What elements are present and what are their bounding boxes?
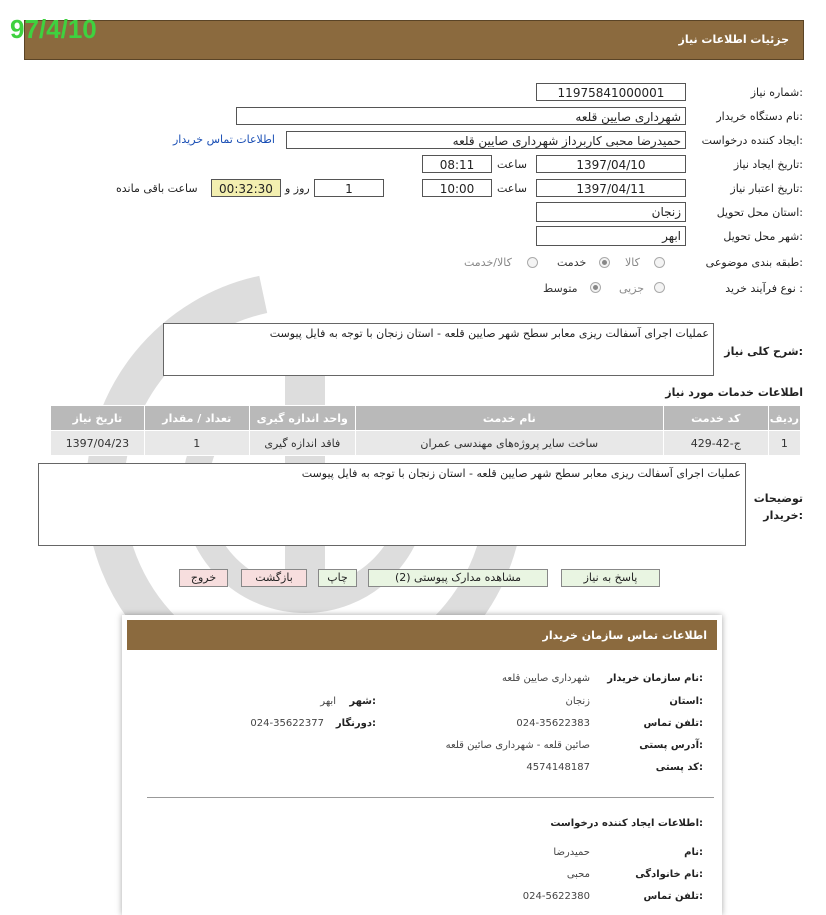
valid-date-label: تاریخ اعتبار نیاز: (730, 182, 803, 195)
phone-value: 024-35622383 (516, 718, 590, 729)
reply-button[interactable]: پاسخ به نیاز (561, 569, 660, 587)
phone-label: تلفن تماس: (643, 718, 703, 729)
cell-service-name: ساخت سایر پروژه‌های مهندسی عمران (355, 431, 663, 456)
fax-label: دورنگار: (335, 718, 376, 729)
days-and-label: روز و (285, 182, 310, 195)
view-documents-button[interactable]: مشاهده مدارک پیوستی (2) (368, 569, 548, 587)
back-button[interactable]: بازگشت (241, 569, 307, 587)
first-name-label: نام: (684, 847, 703, 858)
exit-button[interactable]: خروج (179, 569, 228, 587)
col-header-unit: واحد اندازه گیری (249, 406, 355, 431)
process-minor-radio[interactable] (654, 282, 665, 293)
creator-field: حمیدرضا محبی کاربرداز شهرداری صایین قلعه (286, 131, 686, 149)
buyer-notes-textarea[interactable]: عملیات اجرای آسفالت ریزی معابر سطح شهر صایین قلعه - استان زنجان با توجه به فایل پیوست (38, 463, 746, 546)
province-card-value: زنجان (565, 696, 590, 707)
print-button[interactable]: چاپ (318, 569, 357, 587)
col-header-qty: تعداد / مقدار (144, 406, 249, 431)
fax-value: 024-35622377 (250, 718, 324, 729)
card-divider (147, 797, 714, 798)
province-card-label: استان: (669, 696, 703, 707)
province-field: زنجان (536, 202, 686, 222)
first-name-value: حمیدرضا (553, 847, 590, 858)
description-label: شرح کلی نیاز: (724, 345, 803, 358)
process-medium-label: متوسط (543, 282, 578, 295)
col-header-code: کد خدمت (663, 406, 768, 431)
category-both-radio[interactable] (527, 257, 538, 268)
category-goods-label: کالا (625, 256, 640, 269)
create-time-field: 08:11 (422, 155, 492, 173)
last-name-label: نام خانوادگی: (635, 869, 703, 880)
category-service-label: خدمت (557, 256, 587, 269)
city-card-label: شهر: (349, 696, 376, 707)
need-number-field: 11975841000001 (536, 83, 686, 101)
contact-card-title: اطلاعات تماس سازمان خریدار (542, 629, 707, 642)
days-field: 1 (314, 179, 384, 197)
org-value: شهرداری صایین قلعه (502, 673, 590, 684)
col-header-name: نام خدمت (355, 406, 663, 431)
postal-value: 4574148187 (526, 762, 590, 773)
postal-label: کد پستی: (655, 762, 703, 773)
creator-label: ایجاد کننده درخواست: (701, 134, 803, 147)
category-goods-radio[interactable] (654, 257, 665, 268)
org-label: نام سازمان خریدار: (607, 673, 703, 684)
need-number-label: شماره نیاز: (750, 86, 803, 99)
buyer-contact-link[interactable]: اطلاعات تماس خریدار (173, 133, 275, 146)
date-badge: 97/4/10 (10, 14, 97, 44)
contact-card-header (127, 620, 717, 650)
page-header (24, 20, 804, 60)
description-textarea[interactable]: عملیات اجرای آسفالت ریزی معابر سطح شهر صایین قلعه - استان زنجان با توجه به فایل پیوست (163, 323, 714, 376)
valid-time-field: 10:00 (422, 179, 492, 197)
page-title: جزئیات اطلاعات نیاز (678, 33, 789, 46)
creator-phone-value: 024-5622380 (522, 891, 590, 902)
create-date-label: تاریخ ایجاد نیاز: (733, 158, 803, 171)
creator-section-title: اطلاعات ایجاد کننده درخواست: (550, 818, 703, 829)
cell-need-date: 1397/04/23 (51, 431, 145, 456)
address-value: صائین قلعه - شهرداری صائین قلعه (445, 740, 590, 751)
creator-phone-label: تلفن تماس: (643, 891, 703, 902)
process-medium-radio[interactable] (590, 282, 601, 293)
category-service-radio[interactable] (599, 257, 610, 268)
cell-row-number: 1 (768, 431, 800, 456)
col-header-date: تاریخ نیاز (51, 406, 145, 431)
table-row (51, 431, 801, 456)
city-field: ابهر (536, 226, 686, 246)
buyer-notes-label: توضیحات خریدار: (753, 492, 803, 522)
buyer-org-field: شهرداری صایین قلعه (236, 107, 686, 125)
remaining-label: ساعت باقی مانده (116, 182, 198, 195)
valid-date-field: 1397/04/11 (536, 179, 686, 197)
process-minor-label: جزیی (619, 282, 645, 295)
contact-card (122, 615, 722, 915)
address-label: آدرس پستی: (639, 740, 703, 751)
cell-quantity: 1 (144, 431, 249, 456)
process-label: نوع فرآیند خرید : (725, 282, 803, 295)
create-date-field: 1397/04/10 (536, 155, 686, 173)
buyer-org-label: نام دستگاه خریدار: (716, 110, 803, 123)
valid-time-label: ساعت (497, 182, 527, 195)
city-card-value: ابهر (320, 696, 336, 707)
province-label: استان محل تحویل: (716, 206, 803, 219)
city-label: شهر محل تحویل: (723, 230, 803, 243)
services-title: اطلاعات خدمات مورد نیاز (665, 386, 803, 399)
category-both-label: کالا/خدمت (464, 256, 512, 269)
services-table (50, 405, 801, 456)
create-time-label: ساعت (497, 158, 527, 171)
remaining-time-field: 00:32:30 (211, 179, 281, 197)
last-name-value: محبی (566, 869, 590, 880)
category-label: طبقه بندی موضوعی: (705, 256, 803, 269)
col-header-row: ردیف (768, 406, 800, 431)
cell-unit: فاقد اندازه گیری (249, 431, 355, 456)
cell-service-code: ج-42-429 (663, 431, 768, 456)
